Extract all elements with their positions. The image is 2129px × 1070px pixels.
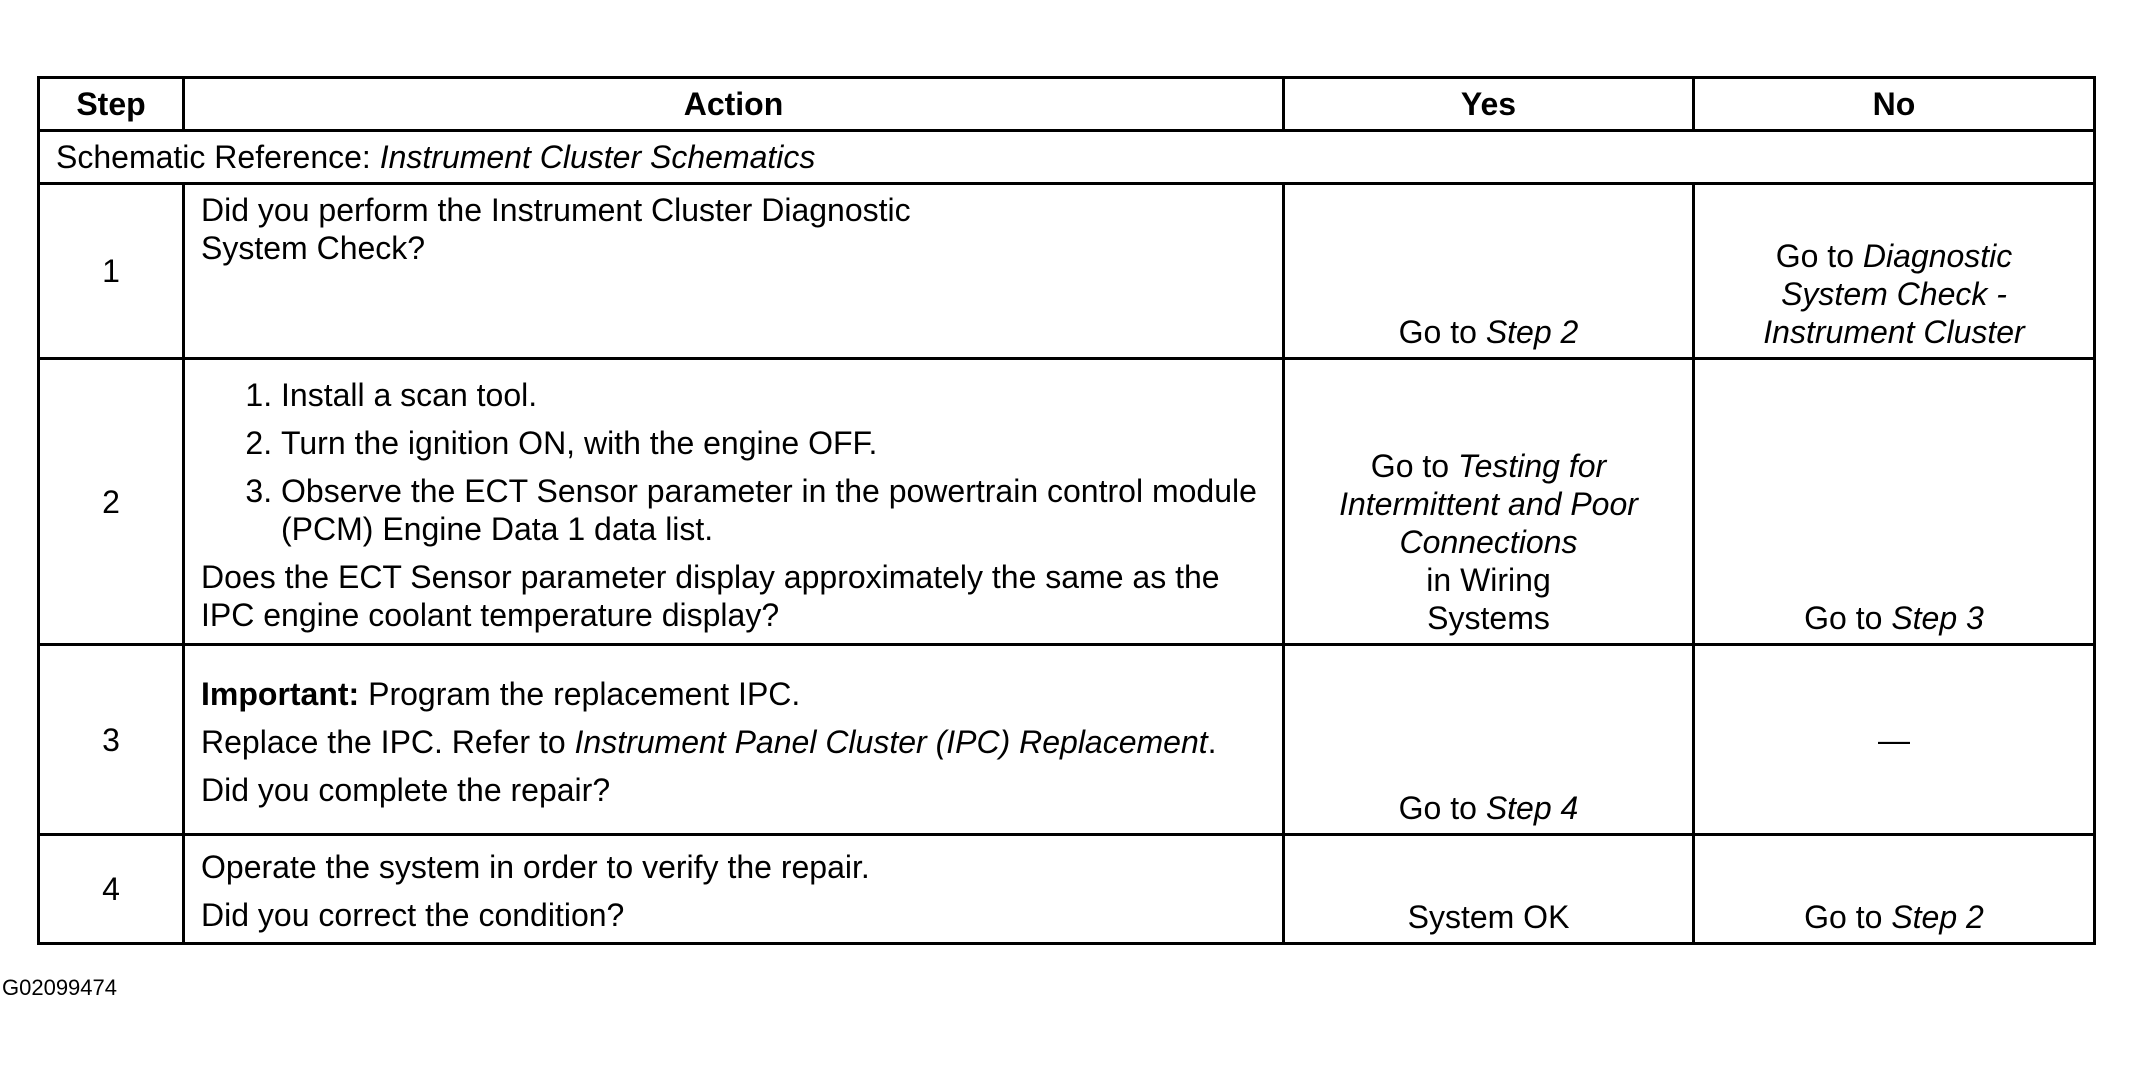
schematic-reference-link[interactable]: Instrument Cluster Schematics — [379, 139, 816, 175]
substep-item: 3. Observe the ECT Sensor parameter in the powertrain control module (PCM) Engine Data 1 data list. — [281, 472, 1266, 548]
no-cell — [1694, 359, 2095, 645]
step-number: 3 — [39, 645, 184, 835]
no-link[interactable]: Diagnostic — [1862, 238, 2013, 274]
substep-item: 2. Turn the ignition ON, with the engine OFF. — [281, 424, 1266, 462]
yes-link[interactable]: Step 4 — [1485, 790, 1579, 826]
table-row-step-3 — [39, 645, 2095, 835]
header-yes: Yes — [1284, 78, 1694, 131]
no-link[interactable]: Step 3 — [1891, 600, 1984, 636]
yes-link[interactable]: Step 2 — [1485, 314, 1579, 350]
no-cell — [1694, 835, 2095, 944]
action-question-line: System Check? — [201, 230, 426, 266]
header-step: Step — [39, 78, 184, 131]
no-cell — [1694, 184, 2095, 359]
table-row-step-4 — [39, 835, 2095, 944]
no-link[interactable]: Instrument Cluster — [1763, 314, 2025, 350]
no-link[interactable]: Step 2 — [1891, 899, 1984, 935]
table-row-step-2 — [39, 359, 2095, 645]
no-prefix: Go to — [1775, 238, 1863, 274]
substep-item: 1. Install a scan tool. — [281, 376, 1266, 414]
replace-instruction — [201, 723, 1266, 761]
action-instruction: Operate the system in order to verify the repair. — [201, 849, 870, 885]
important-note — [201, 675, 1266, 713]
substep-list — [201, 376, 1266, 548]
replace-prefix: Replace the IPC. Refer to — [201, 723, 575, 760]
action-question: Does the ECT Sensor parameter display approximately the same as the IPC engine coolant temperature display? — [201, 558, 1220, 633]
replace-suffix: . — [1207, 723, 1217, 760]
no-prefix: Go to — [1804, 899, 1892, 935]
action-cell — [184, 835, 1284, 944]
header-action: Action — [184, 78, 1284, 131]
yes-prefix: Go to — [1398, 790, 1486, 826]
schematic-reference — [39, 131, 2095, 184]
schematic-reference-prefix: Schematic Reference: — [56, 139, 380, 175]
yes-suffix: Systems — [1427, 600, 1550, 636]
yes-link[interactable]: Testing for — [1457, 448, 1607, 484]
step-number: 1 — [39, 184, 184, 359]
yes-prefix: Go to — [1398, 314, 1486, 350]
table-row-step-1 — [39, 184, 2095, 359]
yes-suffix: in Wiring — [1426, 562, 1551, 598]
header-row — [39, 78, 2095, 131]
yes-prefix: Go to — [1370, 448, 1458, 484]
schematic-reference-row — [39, 131, 2095, 184]
action-question-line: Did you perform the Instrument Cluster Diagnostic — [201, 192, 911, 228]
yes-cell: System OK — [1284, 835, 1694, 944]
no-dash: — — [1878, 721, 1910, 758]
no-link[interactable]: System Check - — [1781, 276, 2007, 312]
yes-link[interactable]: Intermittent and Poor — [1339, 486, 1638, 522]
important-label: Important: — [201, 675, 360, 712]
yes-link[interactable]: Connections — [1399, 524, 1578, 560]
action-question: Did you correct the condition? — [201, 897, 625, 933]
replace-link[interactable]: Instrument Panel Cluster (IPC) Replacement — [574, 723, 1208, 760]
action-cell — [184, 184, 1284, 359]
action-question: Did you complete the repair? — [201, 771, 611, 808]
yes-cell — [1284, 359, 1694, 645]
step-number: 2 — [39, 359, 184, 645]
no-cell — [1694, 645, 2095, 835]
no-prefix: Go to — [1804, 600, 1892, 636]
yes-cell — [1284, 184, 1694, 359]
action-cell — [184, 359, 1284, 645]
yes-cell — [1284, 645, 1694, 835]
step-number: 4 — [39, 835, 184, 944]
header-no: No — [1694, 78, 2095, 131]
diagnostic-table — [37, 76, 2096, 945]
important-text: Program the replacement IPC. — [359, 675, 801, 712]
action-cell — [184, 645, 1284, 835]
figure-id: G02099474 — [2, 975, 117, 1000]
